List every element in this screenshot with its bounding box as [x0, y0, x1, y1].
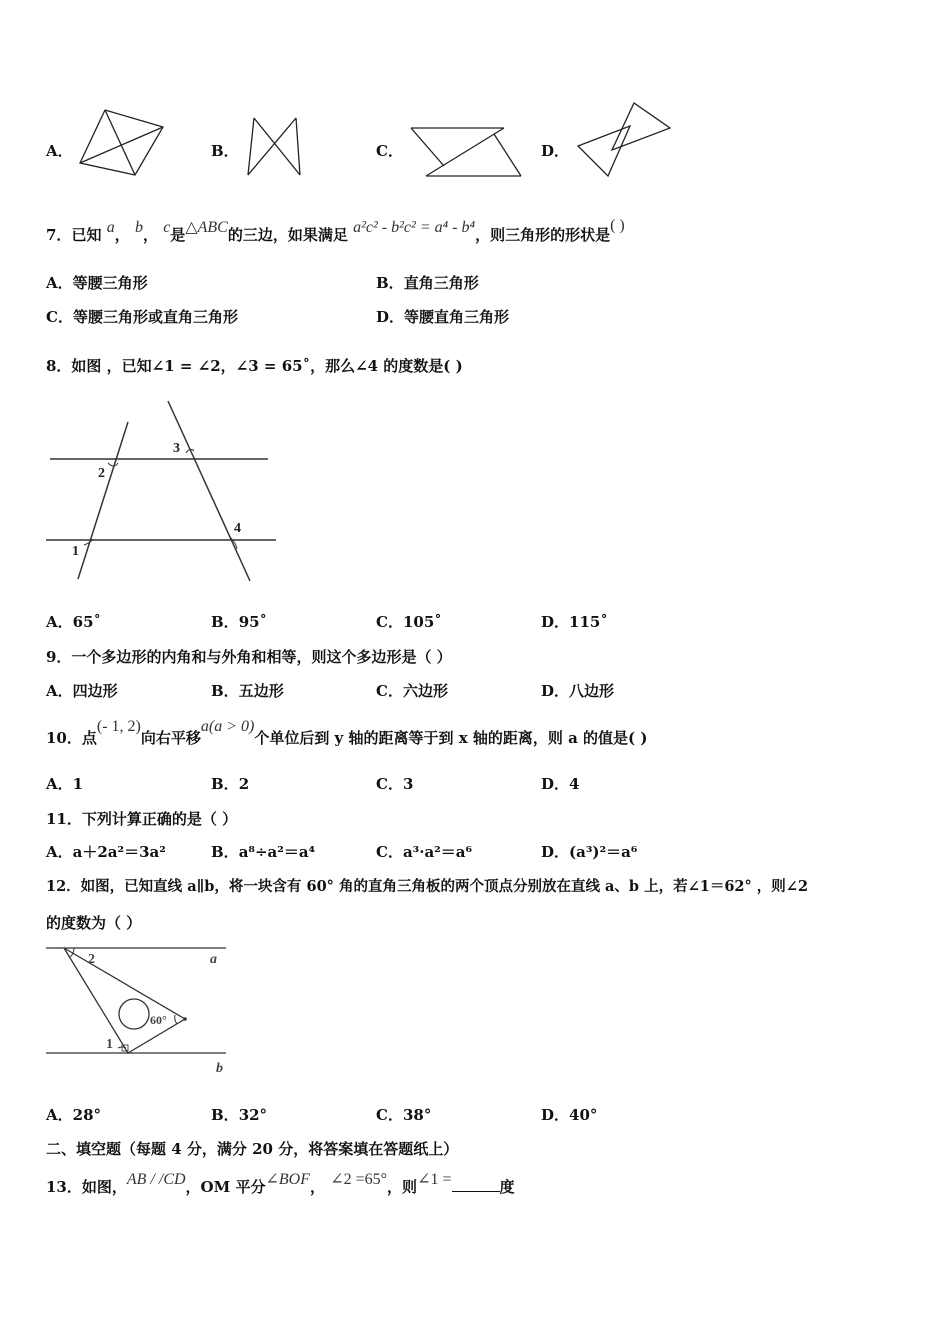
q6-option-c-figure [406, 120, 526, 182]
q13-number: 13．如图， [46, 1178, 127, 1196]
q10-text-1: 向右平移 [140, 729, 201, 747]
q7-text-4: ，则三角形的形状是 [475, 226, 611, 244]
q7-sep-2: ， [142, 226, 158, 244]
q8-label-4: 4 [234, 521, 241, 536]
q7-option-b: B．直角三角形 [376, 274, 479, 292]
q9-option-b: B．五边形 [211, 682, 284, 700]
q11-option-b: B．a⁸÷a²＝a⁴ [211, 843, 316, 861]
q6-option-c-letter: C． [376, 142, 403, 160]
q7-option-a: A．等腰三角形 [46, 274, 148, 292]
q13-given: ∠2 =65° [330, 1171, 388, 1188]
q10-stem [46, 718, 648, 748]
q12-stem-line-1: 12．如图，已知直线 a∥b，将一块含有 60° 角的直角三角板的两个顶点分别放在直线 a、b 上，若∠1＝62° ，则∠2 [46, 878, 809, 895]
q10-option-d: D．4 [541, 775, 580, 793]
q7-stem [46, 217, 625, 245]
q8-option-d: D．115˚ [541, 613, 608, 631]
q12-option-a: A．28° [46, 1106, 102, 1124]
q12-option-b: B．32° [211, 1106, 268, 1124]
q9-option-c: C．六边形 [376, 682, 448, 700]
q12-figure [44, 942, 244, 1082]
q7-text-2: 是 [170, 226, 186, 244]
q11-option-d: D．(a³)²＝a⁶ [541, 843, 638, 861]
q13-sep: ， [309, 1178, 325, 1196]
q12-label-a: a [210, 952, 217, 967]
q8-option-b: B．95˚ [211, 613, 268, 631]
q11-stem: 11．下列计算正确的是（ ） [46, 810, 238, 828]
q12-option-d: D．40° [541, 1106, 598, 1124]
q13-angle-bof: ∠BOF [265, 1171, 310, 1188]
q12-stem-line-2: 的度数为（ ） [46, 914, 142, 932]
q7-equation: a²c² - b²c² = a⁴ - b⁴ [353, 219, 476, 236]
q8-stem: 8．如图 ，已知∠1 = ∠2，∠3 = 65˚，那么∠4 的度数是( ) [46, 357, 463, 375]
q8-figure [44, 395, 284, 590]
q12-label-2: 2 [88, 952, 95, 967]
q10-option-b: B．2 [211, 775, 250, 793]
q8-option-c: C．105˚ [376, 613, 442, 631]
q7-var-c: c [163, 219, 171, 236]
q11-option-c: C．a³·a²＝a⁶ [376, 843, 473, 861]
q6-option-d-figure [572, 100, 677, 182]
q7-answer-paren: ( ) [610, 217, 625, 234]
q13-stem [46, 1171, 515, 1197]
q12-option-c: C．38° [376, 1106, 432, 1124]
q10-option-c: C．3 [376, 775, 414, 793]
q7-option-d: D．等腰直角三角形 [376, 308, 510, 326]
q8-label-2: 2 [98, 466, 105, 481]
q7-triangle: △ABC [185, 219, 228, 236]
section-2-heading: 二、填空题（每题 4 分，满分 20 分，将答案填在答题纸上） [46, 1140, 459, 1158]
q8-label-1: 1 [72, 544, 79, 559]
q10-option-a: A．1 [46, 775, 84, 793]
q6-option-a-letter: A． [46, 142, 73, 160]
q7-option-c: C．等腰三角形或直角三角形 [46, 308, 238, 326]
q9-stem: 9．一个多边形的内角和与外角和相等，则这个多边形是（ ） [46, 648, 452, 666]
q9-option-a: A．四边形 [46, 682, 118, 700]
q13-text-1: ，OM 平分 [185, 1178, 266, 1196]
q8-label-3: 3 [173, 441, 180, 456]
q9-option-d: D．八边形 [541, 682, 615, 700]
q7-var-b: b [134, 219, 143, 236]
q10-point: (- 1, 2) [96, 718, 141, 735]
q7-var-a: a [106, 219, 115, 236]
q11-option-a: A．a＋2a²＝3a² [46, 843, 166, 861]
q12-label-b: b [216, 1061, 223, 1076]
q13-parallel: AB / /CD [126, 1171, 186, 1188]
q7-sep-1: ， [114, 226, 130, 244]
q6-option-a-figure [75, 105, 175, 180]
q6-option-d-letter: D． [541, 142, 570, 160]
q12-label-1: 1 [106, 1037, 113, 1052]
q7-text-3: 的三边，如果满足 [227, 226, 348, 244]
q6-option-b-letter: B． [211, 142, 239, 160]
q10-number: 10．点 [46, 729, 97, 747]
q13-text-3: 度 [499, 1178, 515, 1196]
q13-answer-blank[interactable] [452, 1191, 500, 1192]
q10-shift: a(a > 0) [200, 718, 255, 735]
q12-label-60: 60° [150, 1013, 167, 1027]
q7-text-1: 已知 [71, 226, 102, 244]
q7-number: 7． [46, 226, 72, 244]
q6-option-b-figure [240, 110, 315, 180]
q10-text-2: 个单位后到 y 轴的距离等于到 x 轴的距离，则 a 的值是( ) [254, 729, 648, 747]
q13-text-2: ，则 [387, 1178, 418, 1196]
q13-ask: ∠1 = [417, 1171, 452, 1188]
q8-option-a: A．65˚ [46, 613, 102, 631]
